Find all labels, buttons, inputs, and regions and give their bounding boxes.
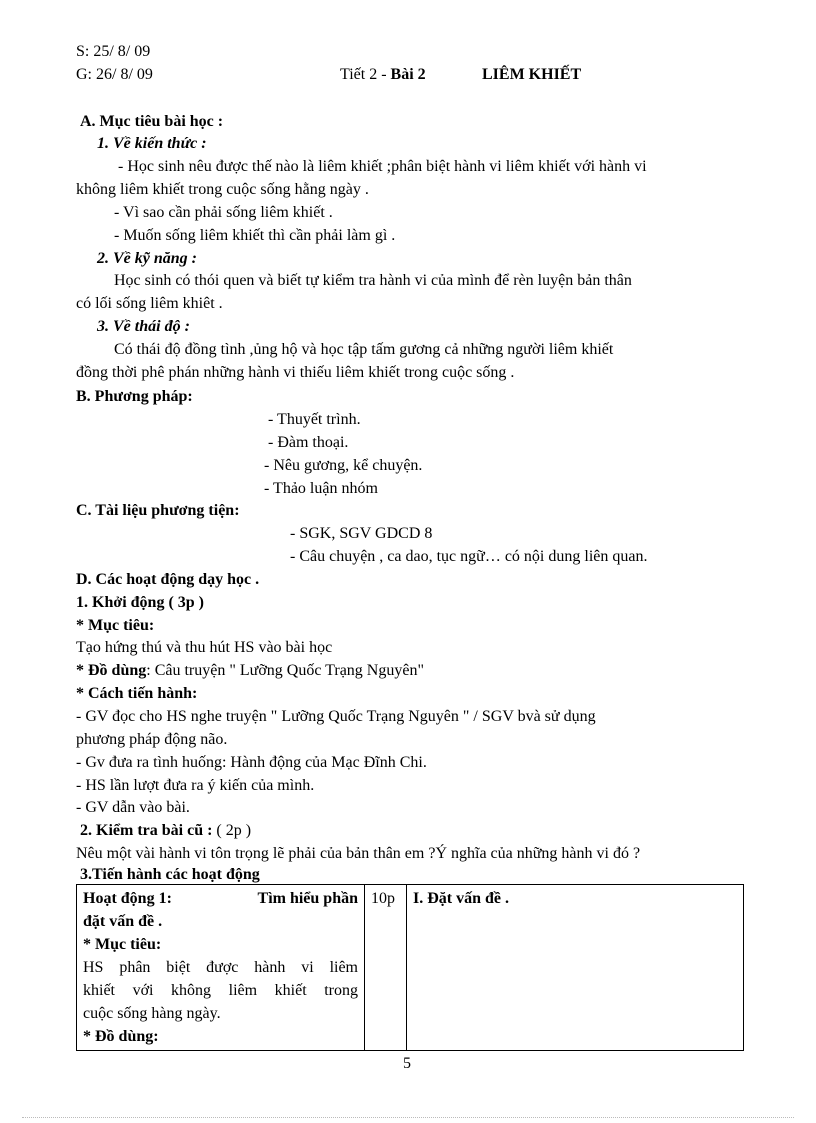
attitude-line2: đồng thời phê phán những hành vi thiếu liêm khiết trong cuộc sống . — [76, 364, 515, 381]
knowledge-p1-line2: không liêm khiết trong cuộc sống hằng ngày . — [76, 181, 369, 198]
activity-title-part2: đặt vấn đề . — [83, 913, 163, 930]
resource-item: - Câu chuyện , ca dao, tục ngữ… có nội dung liên quan. — [290, 548, 648, 565]
section-c-title: C. Tài liệu phương tiện: — [76, 502, 240, 519]
method-item: - Thảo luận nhóm — [264, 480, 378, 497]
attitude-line1: Có thái độ đồng tình ,ủng hộ và học tập tấm gương cả những người liêm khiết — [114, 341, 614, 358]
startup-goal-label: * Mục tiêu: — [76, 617, 155, 634]
page-number: 5 — [403, 1055, 411, 1072]
startup-goal-text: Tạo hứng thú và thu hút HS vào bài học — [76, 639, 333, 656]
knowledge-p3: - Muốn sống liêm khiết thì cần phải làm gì . — [114, 227, 396, 244]
activity-time: 10p — [371, 890, 395, 907]
startup-method-4: - GV dẫn vào bài. — [76, 799, 190, 816]
activity-title-line — [83, 887, 358, 910]
method-item: - Thuyết trình. — [268, 411, 361, 428]
lesson-heading — [340, 65, 426, 85]
activity-goal-line1: HS phân biệt được hành vi liêm — [83, 959, 358, 976]
lesson-prefix: Tiết 2 - — [340, 66, 391, 83]
method-item: - Nêu gương, kể chuyện. — [264, 457, 423, 474]
activities-heading: 3.Tiến hành các hoạt động — [80, 866, 260, 883]
startup-method-1-line1: - GV đọc cho HS nghe truyện " Lưỡng Quốc Trạng Nguyên " / SGV bvà sử dụng — [76, 708, 596, 725]
startup-method-label: * Cách tiến hành: — [76, 685, 198, 702]
content-heading: I. Đặt vấn đề . — [413, 890, 510, 907]
section-a-title: A. Mục tiêu bài học : — [80, 113, 224, 130]
lesson-number: Bài 2 — [390, 66, 426, 83]
method-item: - Đàm thoại. — [268, 434, 349, 451]
lesson-title: LIÊM KHIẾT — [482, 66, 582, 83]
skills-line1: Học sinh có thói quen và biết tự kiểm tra hành vi của mình để rèn luyện bản thân — [114, 272, 632, 289]
activity-goal-line2: khiết với không liêm khiết trong — [83, 982, 358, 999]
skills-heading: 2. Về kỹ năng : — [97, 250, 197, 267]
attitude-heading: 3. Về thái độ : — [97, 318, 190, 335]
startup-method-2: - Gv đưa ra tình huống: Hành động của Mạc Đĩnh Chi. — [76, 754, 427, 771]
review-question: Nêu một vài hành vi tôn trọng lẽ phải của bản thân em ?Ý nghĩa của những hành vi đó ? — [76, 845, 641, 862]
startup-tools — [76, 661, 424, 681]
knowledge-p1-line1: - Học sinh nêu được thế nào là liêm khiết ;phân biệt hành vi liêm khiết với hành vi — [118, 158, 647, 175]
startup-tools-text: : Câu truyện " Lưỡng Quốc Trạng Nguyên" — [146, 662, 424, 679]
table-row — [77, 885, 744, 1051]
g-date: G: 26/ 8/ 09 — [76, 66, 153, 83]
knowledge-heading: 1. Về kiến thức : — [97, 135, 207, 152]
activity-table — [76, 884, 744, 1051]
activity-label: Hoạt động 1: — [83, 890, 172, 907]
knowledge-p2: - Vì sao cần phải sống liêm khiết . — [114, 204, 333, 221]
activity-time-cell — [365, 885, 407, 1051]
review-heading-line — [80, 821, 251, 841]
startup-method-3: - HS lần lượt đưa ra ý kiến của mình. — [76, 777, 315, 794]
review-heading: 2. Kiểm tra bài cũ : — [80, 822, 213, 839]
footer-divider — [22, 1117, 794, 1118]
activity-goal-line3: cuộc sống hàng ngày. — [83, 1005, 221, 1022]
skills-line2: có lối sống liêm khiêt . — [76, 295, 223, 312]
startup-method-1-line2: phương pháp động não. — [76, 731, 228, 748]
activity-title-part1: Tìm hiểu phần — [257, 890, 358, 907]
activity-goal-label: * Mục tiêu: — [83, 936, 162, 953]
activity-tools-label: * Đồ dùng: — [83, 1028, 159, 1045]
startup-heading: 1. Khởi động ( 3p ) — [76, 594, 204, 611]
activity-description-cell — [77, 885, 365, 1051]
section-b-title: B. Phương pháp: — [76, 388, 193, 405]
resource-item: - SGK, SGV GDCD 8 — [290, 525, 433, 542]
startup-tools-label: * Đồ dùng — [76, 662, 147, 679]
s-date: S: 25/ 8/ 09 — [76, 43, 151, 60]
section-d-title: D. Các hoạt động dạy học . — [76, 571, 260, 588]
activity-content-cell — [407, 885, 744, 1051]
review-duration: ( 2p ) — [212, 822, 252, 839]
